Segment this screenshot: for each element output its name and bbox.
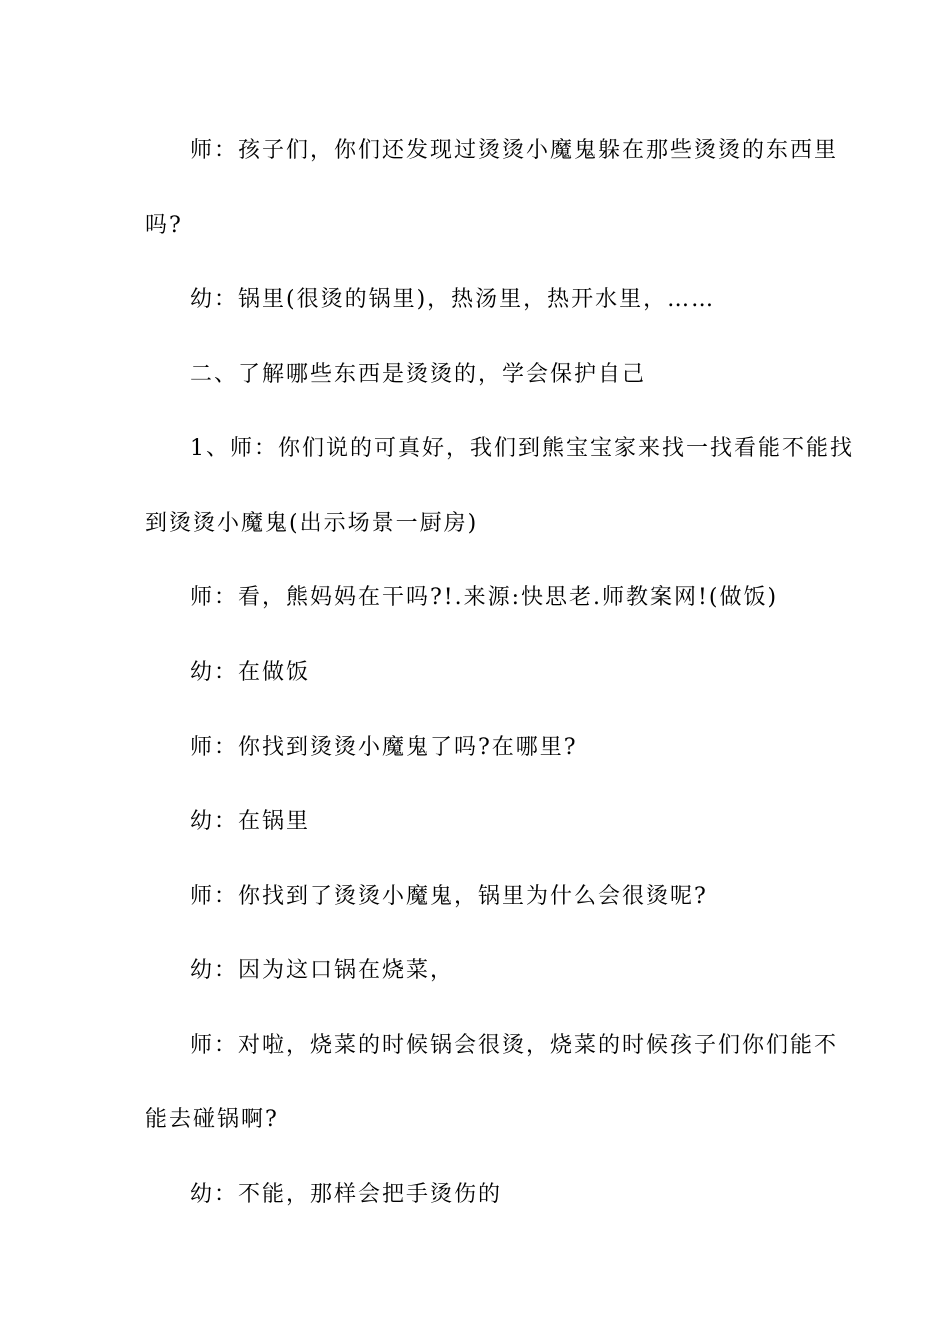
paragraph-line: 能去碰锅啊? bbox=[145, 1107, 279, 1132]
paragraph-line: 1、师：你们说的可真好，我们到熊宝宝家来找一找看能不能找 bbox=[190, 436, 854, 461]
section-heading: 二、了解哪些东西是烫烫的，学会保护自己 bbox=[190, 362, 647, 387]
paragraph-line: 师：你找到了烫烫小魔鬼，锅里为什么会很烫呢? bbox=[190, 884, 708, 909]
paragraph-line: 幼：锅里(很烫的锅里)，热汤里，热开水里，…… bbox=[190, 287, 716, 312]
paragraph-line: 吗? bbox=[145, 213, 183, 238]
paragraph-line: 师：孩子们，你们还发现过烫烫小魔鬼躲在那些烫烫的东西里 bbox=[190, 138, 839, 163]
paragraph-line: 师：对啦，烧菜的时候锅会很烫，烧菜的时候孩子们你们能不 bbox=[190, 1033, 839, 1058]
paragraph-line: 幼：在做饭 bbox=[190, 660, 311, 685]
paragraph-line: 师：你找到烫烫小魔鬼了吗?在哪里? bbox=[190, 735, 578, 760]
paragraph-line: 幼：不能，那样会把手烫伤的 bbox=[190, 1182, 503, 1207]
paragraph-line: 幼：因为这口锅在烧菜， bbox=[190, 958, 455, 983]
paragraph-line: 师：看，熊妈妈在干吗?!.来源:快思老.师教案网!(做饭) bbox=[190, 585, 779, 610]
paragraph-line: 到烫烫小魔鬼(出示场景一厨房) bbox=[145, 511, 479, 536]
paragraph-line: 幼：在锅里 bbox=[190, 809, 311, 834]
